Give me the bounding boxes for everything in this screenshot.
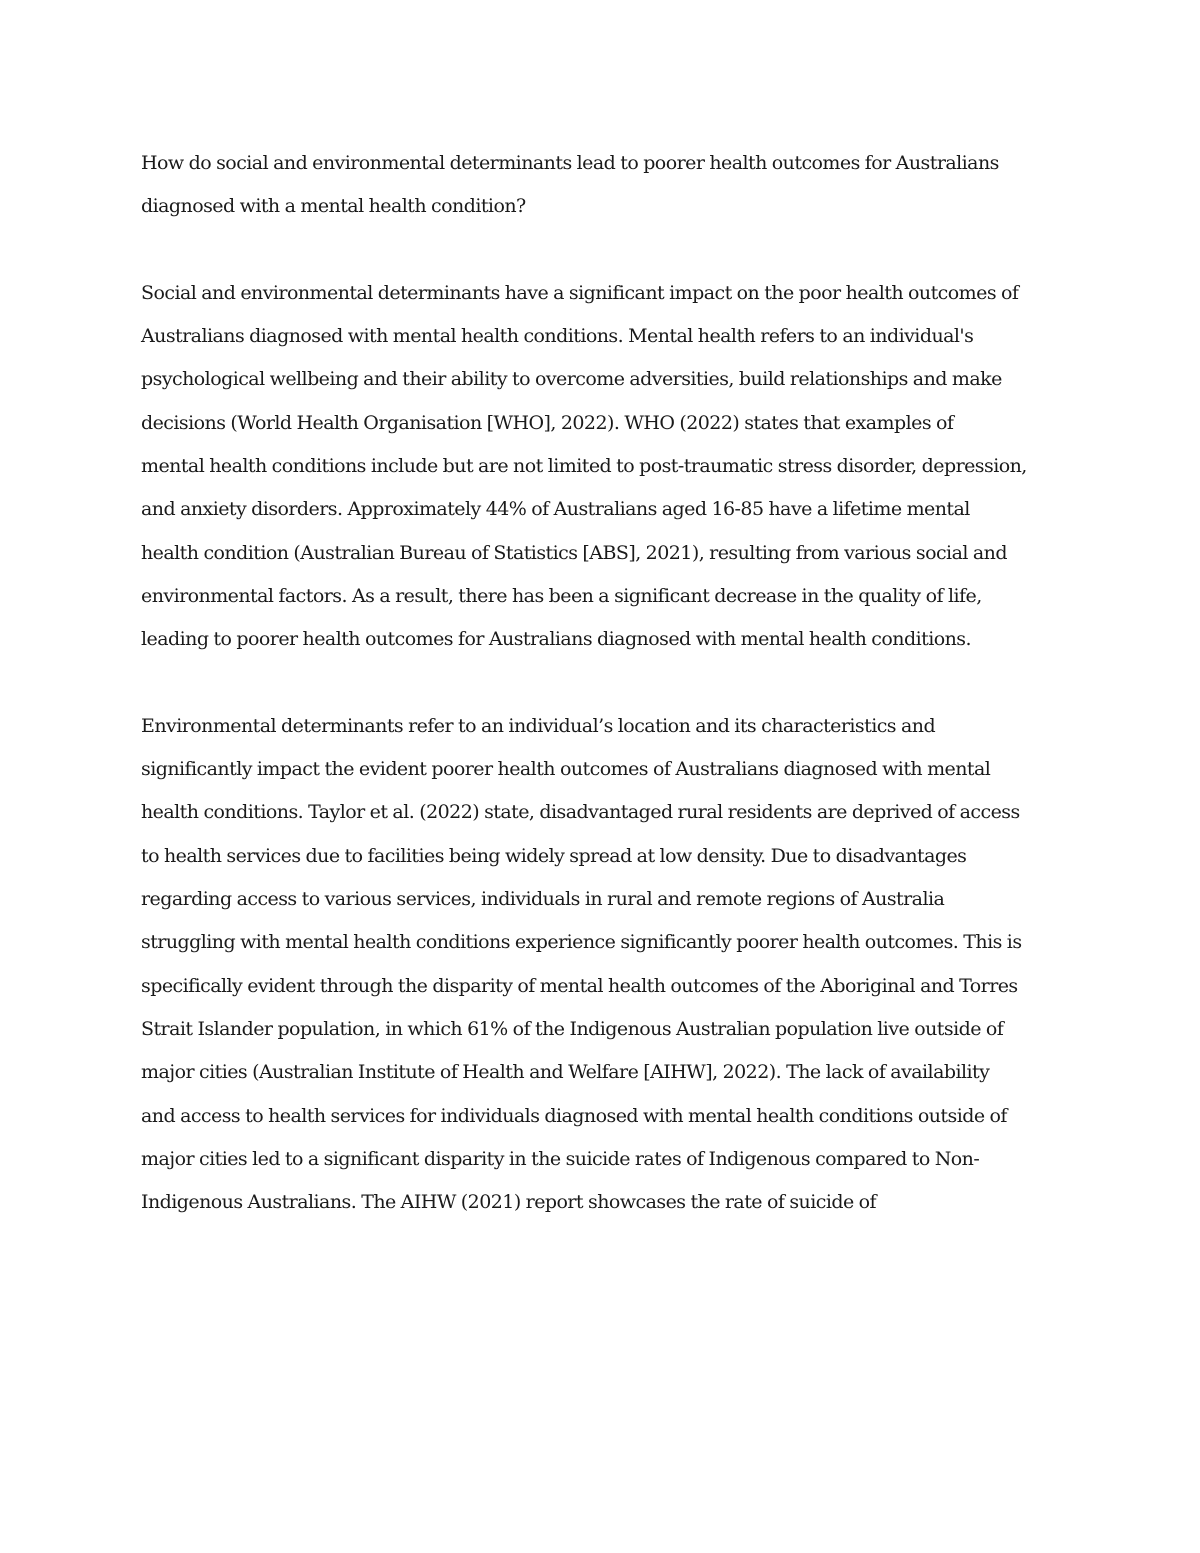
text-line: specifically evident through the disparity of mental health outcomes of the Aboriginal and Torres [141,974,1018,997]
text-line: struggling with mental health conditions experience significantly poorer health outcomes. This is [141,931,1022,954]
text-line: Environmental determinants refer to an individual’s location and its characteristics and [141,714,936,737]
paragraph-spacer [141,662,1071,705]
question-paragraph [141,142,1071,229]
text-line: Indigenous Australians. The AIHW (2021) report showcases the rate of suicide of [141,1191,877,1214]
body-paragraph-2 [141,705,1071,1225]
text-line: decisions (World Health Organisation [WHO], 2022). WHO (2022) states that examples of [141,411,954,434]
text-line: to health services due to facilities being widely spread at low density. Due to disadvantages [141,844,967,867]
text-line: diagnosed with a mental health condition? [141,195,526,218]
document-body [141,142,1071,1224]
text-line: and access to health services for individuals diagnosed with mental health conditions outside of [141,1104,1007,1127]
text-line: environmental factors. As a result, there has been a significant decrease in the quality of life, [141,584,982,607]
text-line: mental health conditions include but are not limited to post-traumatic stress disorder, depression, [141,455,1027,478]
text-line: How do social and environmental determinants lead to poorer health outcomes for Australians [141,152,999,174]
text-line: psychological wellbeing and their ability to overcome adversities, build relationships and make [141,368,1002,391]
body-paragraph-1 [141,272,1071,662]
text-line: Australians diagnosed with mental health conditions. Mental health refers to an individual's [141,325,974,348]
text-line: Strait Islander population, in which 61% of the Indigenous Australian population live outside of [141,1017,1004,1040]
text-line: and anxiety disorders. Approximately 44% of Australians aged 16-85 have a lifetime mental [141,498,970,521]
text-line: major cities (Australian Institute of Health and Welfare [AIHW], 2022). The lack of availability [141,1061,990,1084]
paragraph-spacer [141,229,1071,272]
text-line: health condition (Australian Bureau of Statistics [ABS], 2021), resulting from various social and [141,541,1007,564]
text-line: regarding access to various services, individuals in rural and remote regions of Australia [141,888,945,911]
text-line: major cities led to a significant disparity in the suicide rates of Indigenous compared to Non- [141,1147,980,1170]
text-line: leading to poorer health outcomes for Australians diagnosed with mental health conditions. [141,628,971,651]
text-line: Social and environmental determinants have a significant impact on the poor health outcomes of [141,281,1019,304]
text-line: significantly impact the evident poorer health outcomes of Australians diagnosed with mental [141,758,991,781]
text-line: health conditions. Taylor et al. (2022) state, disadvantaged rural residents are deprived of access [141,801,1020,824]
